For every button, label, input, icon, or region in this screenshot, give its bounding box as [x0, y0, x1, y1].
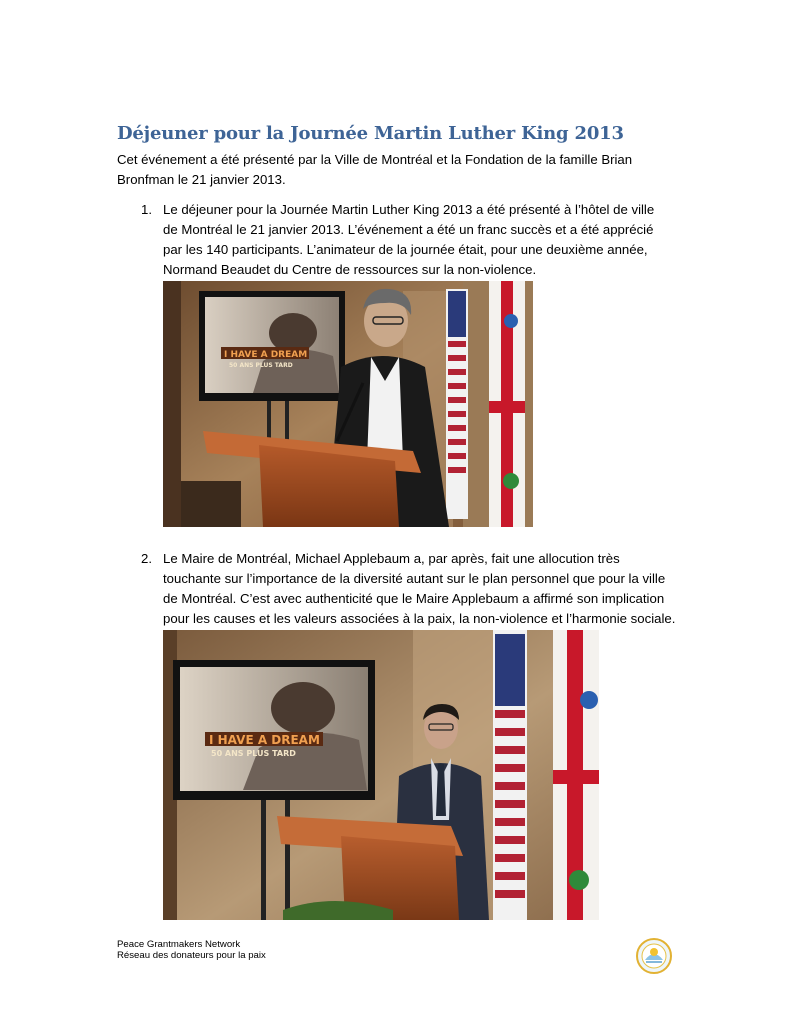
list-item: [141, 200, 671, 280]
page-title: Déjeuner pour la Journée Martin Luther King 2013: [117, 123, 624, 144]
event-photo-1: [163, 281, 533, 527]
intro-paragraph: Cet événement a été présenté par la Ville de Montréal et la Fondation de la famille Brian Bronfman le 21 janvier 2013.: [117, 152, 633, 187]
event-photo-2: [163, 630, 599, 920]
screen-caption: I HAVE A DREAM: [224, 350, 308, 360]
list-item-text: Le Maire de Montréal, Michael Applebaum a, par après, fait une allocution très touchante sur l’importance de la diversité autant sur le plan personnel que pour la ville de Montréal. C’est avec authenticité que le Maire Applebaum a affirmé son implication pour les causes et les valeurs associées à la paix, la non-violence et l’harmonie sociale.: [163, 551, 676, 626]
network-logo-icon: [636, 938, 672, 974]
list-item-text: Le déjeuner pour la Journée Martin Luther King 2013 a été présenté à l’hôtel de ville de Montréal le 21 janvier 2013. L’événement a été un franc succès et a été apprécié par les 140 participants. L’animateur de la journée était, pour une deuxième année, Normand Beaudet du Centre de ressources sur la non-violence.: [163, 202, 655, 277]
footer: [117, 939, 266, 961]
screen-caption: I HAVE A DREAM: [209, 733, 320, 747]
footer-org-en: Peace Grantmakers Network: [117, 939, 241, 950]
svg-text:50 ANS PLUS TARD: 50 ANS PLUS TARD: [211, 749, 296, 758]
svg-text:50 ANS PLUS TARD: 50 ANS PLUS TARD: [229, 362, 293, 369]
list-item: [141, 549, 681, 629]
list-number: 1.: [141, 202, 152, 217]
list-number: 2.: [141, 551, 152, 566]
footer-org-fr: Réseau des donateurs pour la paix: [117, 950, 266, 961]
